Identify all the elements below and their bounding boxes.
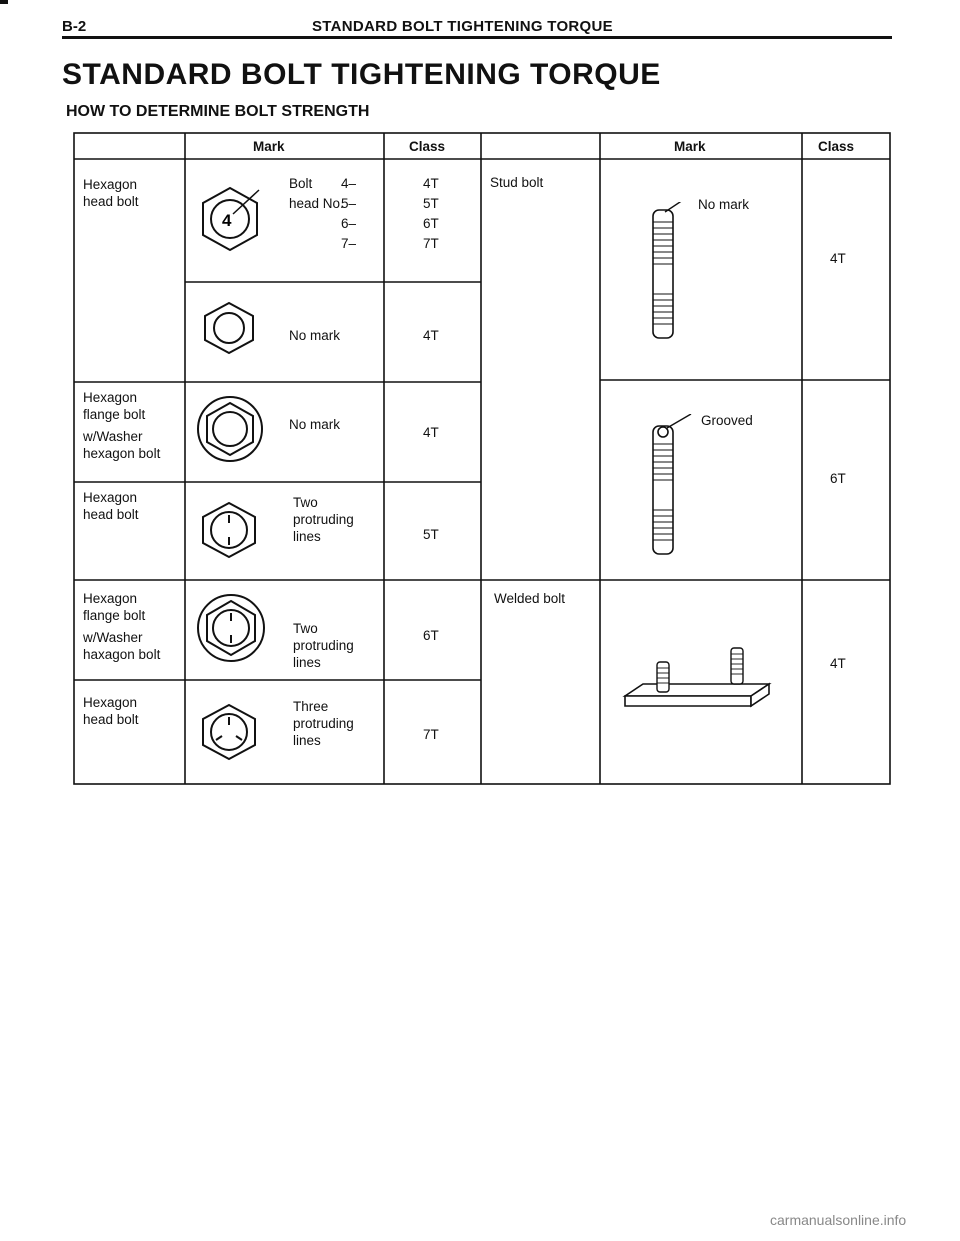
type-line: hexagon bolt: [83, 446, 161, 461]
mark-line: Bolt: [289, 176, 313, 191]
row6-type: [83, 694, 139, 728]
mark-line: Two: [293, 621, 318, 636]
watermark-site: carmanualsonline.info: [770, 1212, 907, 1228]
row3-class: 4T: [423, 425, 439, 440]
welded-bolt-icon: [621, 644, 781, 724]
type-line: head bolt: [83, 194, 139, 209]
class-value: 5T: [423, 196, 439, 211]
mark-line: protruding: [293, 716, 354, 731]
header-class: Class: [409, 139, 446, 154]
hex-three-lines-icon: [199, 702, 259, 762]
type-line: Hexagon: [83, 390, 138, 405]
row3-mark: No mark: [289, 417, 341, 432]
bolt-strength-table: [73, 132, 891, 786]
hex-two-lines-icon: [199, 500, 259, 560]
mark-line: Three: [293, 699, 329, 714]
row1-type: [83, 176, 139, 210]
mark-number: 4–: [341, 176, 357, 191]
header-mark-2: Mark: [674, 139, 706, 154]
page-number: B-2: [62, 18, 87, 35]
row4-mark-text: [293, 494, 354, 545]
row4-type: [83, 489, 139, 523]
stud-bolt-type: Stud bolt: [490, 175, 544, 190]
type-line: head bolt: [83, 507, 139, 522]
type-line: head bolt: [83, 712, 139, 727]
page-corner-mark: [0, 0, 8, 4]
mark-line: Two: [293, 495, 318, 510]
mark-line: lines: [293, 655, 321, 670]
row6-mark-text: [293, 698, 354, 749]
row1-mark-numbers: [341, 174, 356, 254]
grooved-stud-icon: [643, 414, 693, 564]
mark-number: 7–: [341, 236, 357, 251]
type-line: w/Washer: [83, 630, 143, 645]
header-mark: Mark: [253, 139, 285, 154]
mark-number: 5–: [341, 196, 357, 211]
mark-number: 6–: [341, 216, 357, 231]
mark-line: lines: [293, 529, 321, 544]
bolt-head-digit: 4: [222, 211, 232, 230]
welded-bolt-type: Welded bolt: [494, 591, 566, 606]
stud-no-mark: No mark: [698, 197, 750, 212]
mark-line: head No.: [289, 196, 344, 211]
row1-classes: [423, 174, 439, 254]
mark-line: protruding: [293, 638, 354, 653]
header-rule: [62, 36, 892, 39]
class-value: 6T: [423, 216, 439, 231]
stud-bolt-icon: [643, 202, 693, 352]
row5-class: 6T: [423, 628, 439, 643]
type-line: Hexagon: [83, 490, 138, 505]
flange-hex-icon: [195, 394, 265, 464]
hex-plain-icon: [201, 300, 257, 356]
type-line: Hexagon: [83, 695, 138, 710]
section-subtitle: HOW TO DETERMINE BOLT STRENGTH: [66, 103, 370, 120]
row2-mark: No mark: [289, 328, 341, 343]
row4-class: 5T: [423, 527, 439, 542]
hex-number-mark-icon: [195, 184, 265, 254]
type-line: Hexagon: [83, 591, 138, 606]
row5-type: [83, 590, 160, 663]
type-line: w/Washer: [83, 429, 143, 444]
row1-mark-text: [289, 174, 344, 214]
running-title: STANDARD BOLT TIGHTENING TORQUE: [312, 18, 613, 35]
grooved-class: 6T: [830, 471, 846, 486]
row3-type: [83, 389, 160, 462]
welded-class: 4T: [830, 656, 846, 671]
header-class-2: Class: [818, 139, 855, 154]
class-value: 4T: [423, 176, 439, 191]
row2-class: 4T: [423, 328, 439, 343]
flange-two-lines-icon: [195, 592, 267, 664]
type-line: flange bolt: [83, 407, 146, 422]
page-title: STANDARD BOLT TIGHTENING TORQUE: [62, 58, 661, 91]
class-value: 7T: [423, 236, 439, 251]
row6-class: 7T: [423, 727, 439, 742]
type-line: flange bolt: [83, 608, 146, 623]
mark-line: protruding: [293, 512, 354, 527]
stud-class: 4T: [830, 251, 846, 266]
row5-mark-text: [293, 620, 354, 671]
type-line: haxagon bolt: [83, 647, 161, 662]
type-line: Hexagon: [83, 177, 138, 192]
stud-grooved-mark: Grooved: [701, 413, 753, 428]
mark-line: lines: [293, 733, 321, 748]
